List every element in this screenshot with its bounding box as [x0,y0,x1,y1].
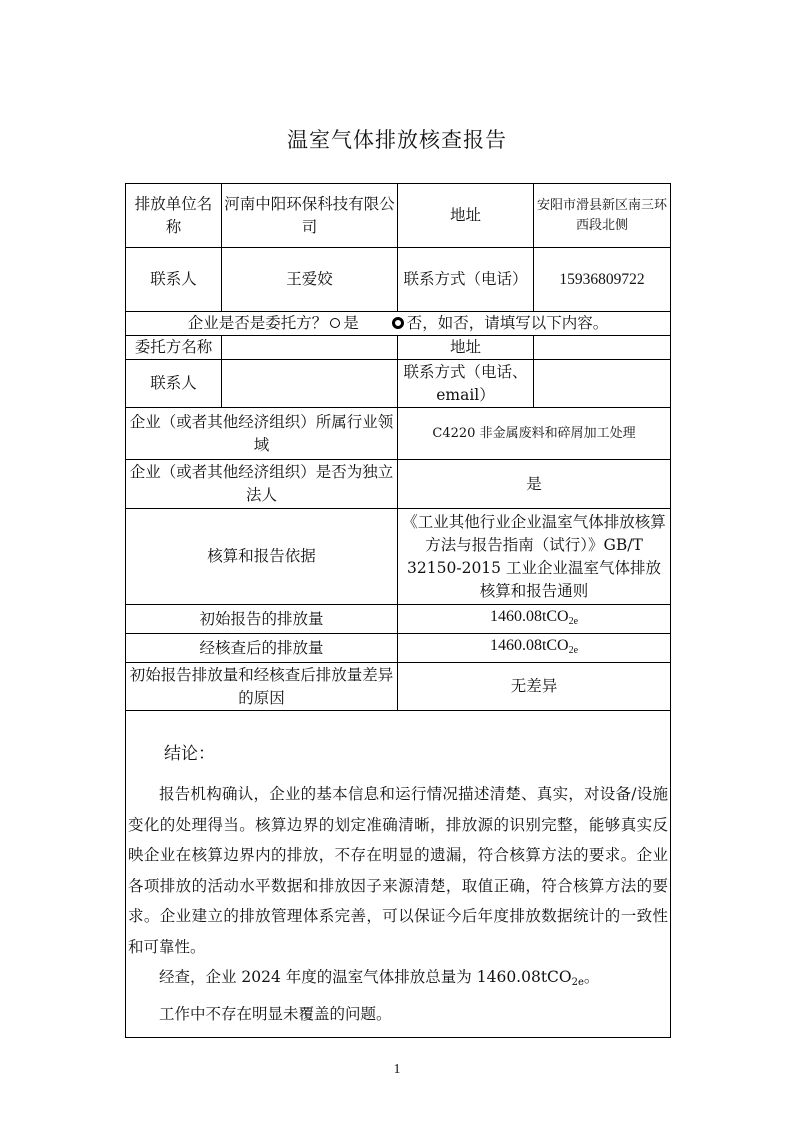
basis-value: 《工业其他行业企业温室气体排放核算方法与报告指南（试行）》GB/T 32150-2015 工业企业温室气体排放核算和报告通则 [398,509,671,605]
unit-name-label: 排放单位名称 [126,184,222,248]
industry-value: C4220 非金属废料和碎屑加工处理 [398,408,671,460]
contact-label: 联系人 [126,248,222,312]
contact-value: 王爱姣 [222,248,398,312]
entrust-yes-label: 是 [343,314,359,332]
entrust-question-row [126,312,671,336]
entrust-phone-value [534,360,671,408]
address-label: 地址 [398,184,534,248]
legal-person-value: 是 [398,460,671,509]
entrust-phone-label: 联系方式（电话、email） [398,360,534,408]
unit-name-value: 河南中阳环保科技有限公司 [222,184,398,248]
initial-emission-label: 初始报告的排放量 [126,605,398,634]
conclusion-total-emission: 经查，企业 2024 年度的温室气体排放总量为 1460.08tCO$_{2e}$。 [159,968,600,988]
radio-no-icon[interactable] [392,317,404,329]
verified-emission-value: 1460.08tCO$_{2e}$ [398,634,671,663]
conclusion-coverage: 工作中不存在明显未覆盖的问题。 [159,1004,392,1023]
conclusion-heading: 结论： [164,744,215,764]
entrust-contact-value [222,360,398,408]
basis-label: 核算和报告依据 [126,509,398,605]
conclusion-cell [126,711,671,1038]
entrust-no-label: 否，如否，请填写以下内容。 [406,314,609,332]
page-number: 1 [393,1062,401,1077]
entrust-address-label: 地址 [398,336,534,360]
legal-person-label: 企业（或者其他经济组织）是否为独立法人 [126,460,398,509]
entrust-name-label: 委托方名称 [126,336,222,360]
verification-form-table [125,183,671,1038]
report-title: 温室气体排放核查报告 [287,128,507,152]
conclusion-paragraph: 报告机构确认，企业的基本信息和运行情况描述清楚、真实，对设备/设施变化的处理得当。核算边界的划定准确清晰，排放源的识别完整，能够真实反映企业在核算边界内的排放，不存在明显的遗漏，符合核算方法的要求。企业各项排放的活动水平数据和排放因子来源清楚，取值正确，符合核算方法的要求。企业建立的排放管理体系完善，可以保证今后年度排放数据统计的一致性和可靠性。 [128,785,668,956]
radio-yes-icon[interactable] [330,318,340,328]
entrust-question: 企业是否是委托方？ [187,314,328,332]
industry-label: 企业（或者其他经济组织）所属行业领域 [126,408,398,460]
phone-label: 联系方式（电话） [398,248,534,312]
difference-reason-label: 初始报告排放量和经核查后排放量差异的原因 [126,663,398,711]
phone-value: 15936809722 [534,248,671,312]
entrust-address-value [534,336,671,360]
entrust-name-value [222,336,398,360]
initial-emission-value: 1460.08tCO$_{2e}$ [398,605,671,634]
address-value: 安阳市滑县新区南三环西段北侧 [534,184,671,248]
entrust-contact-label: 联系人 [126,360,222,408]
verified-emission-label: 经核查后的排放量 [126,634,398,663]
difference-reason-value: 无差异 [398,663,671,711]
